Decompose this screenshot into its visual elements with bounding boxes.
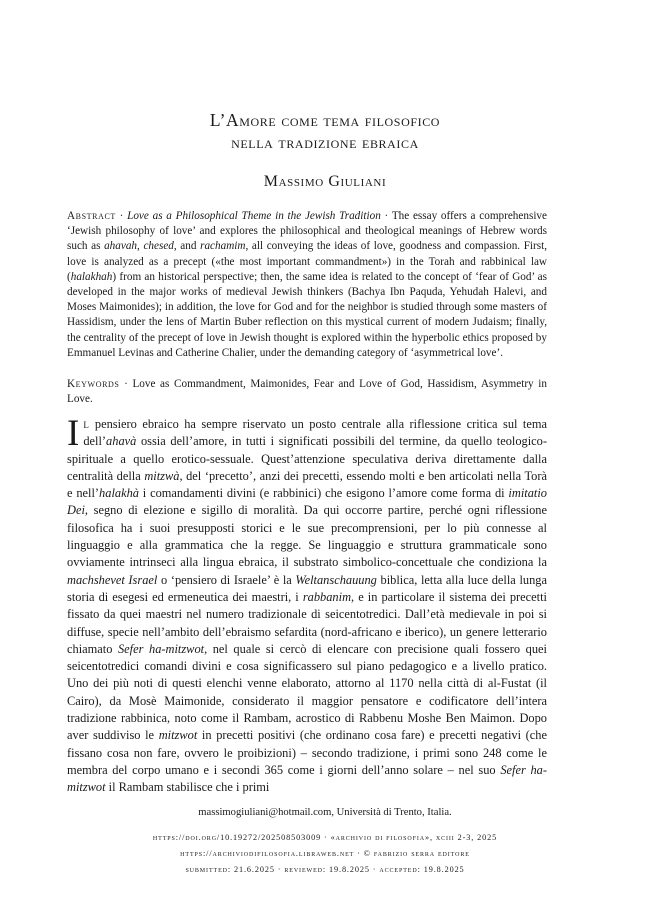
body-run: , e in particolare il sistema dei precetti fissato da quei maestri nel numero tradizionale di seicentotredici. Dall’età medievale in poi si diffuse, specie nell’ambito dell’ebraismo sefardita (nord-africano e iberico), un genere letterario chiamato (67, 589, 547, 656)
abstract-label: Abstract (67, 210, 116, 222)
abstract-text: , and (173, 240, 201, 253)
doi-line: https://doi.org/10.19272/202508503009 · «archivio di filosofia», xciii 2-3, 2025 (152, 833, 498, 842)
keywords-label: Keywords (67, 378, 120, 390)
body-run: o ‘pensiero di Israele’ è la (157, 572, 296, 587)
body-run: in precetti positivi (che ordinano cosa fare) e precetti negativi (che fissano cosa non fare, ovvero le proibizioni) – secondo tradizione, i primi sono 248 come le membra del corpo umano e i secondi 365 come i giorni dell’anno solare – nel suo (67, 728, 547, 777)
page-footer (40, 807, 610, 878)
article-title (60, 109, 590, 153)
body-run: , del ‘precetto’, anzi dei precetti, essendo molti e ben articolati nella Torà e nell’ (67, 468, 547, 501)
hebrew-term: halakhà (99, 486, 139, 501)
dates-line: submitted: 21.6.2025 · reviewed: 19.8.2025 · accepted: 19.8.2025 (185, 865, 465, 874)
drop-cap: I (67, 413, 80, 454)
abstract-term: rachamim (200, 240, 246, 253)
hebrew-term: rabbanim (302, 589, 352, 604)
german-term: Weltanschauung (295, 572, 377, 587)
hebrew-term: mitzwot (158, 728, 198, 743)
author-contact: massimogiuliani@hotmail.com, Università di Trento, Italia. (198, 807, 452, 818)
body-run: i comandamenti divini (e rabbinici) che esigono l’amore come forma di (138, 486, 509, 501)
website-line: https://archiviodifilosofia.libraweb.net · © fabrizio serra editore (180, 849, 470, 858)
abstract-english-title: Love as a Philosophical Theme in the Jewish Tradition (127, 210, 381, 222)
hebrew-term: Sefer ha-mitzwot (117, 641, 205, 656)
abstract-term: ahavah (104, 240, 138, 253)
title-line-2: nella tradizione ebraica (231, 132, 419, 152)
abstract-separator: · (380, 210, 392, 222)
body-run: ossia dell’amore, in tutti i significati possibili del termine, da quello teologico-spirituale a quello erotico-sessuale. Quest’attenzione speculativa deriva direttamente dalla centralità della (67, 434, 547, 483)
abstract-text: ) from an historical perspective; then, the same idea is related to the concept of ‘fear of God’ as developed in the major works of medieval Jewish thinkers (Bachya Ibn Paquda, Yehudah Halevi, and Moses Maimonides); in addition, the love for God and for the neighbor is studied through some masters of Hassidism, under the lens of Martin Buber reflection on this mystical current of modern Judaism; finally, the centrality of the precept of love in Jewish thought is explored within the hyperbolic ethics proposed by Emmanuel Levinas and Catherine Chalier, under the demanding category of ‘asymmetrical love’. (67, 270, 547, 359)
latin-term: imitatio Dei (67, 486, 547, 518)
keywords-text: Love as Commandment, Maimonides, Fear and Love of God, Hassidism, Asymmetry in Love. (67, 378, 547, 406)
body-run: , nel quale si cercò di elencare con precisione quali fossero quei seicentotredici comandi divini e cosa significassero sul piano pedagogico e a livello pratico. Uno dei più noti di questi elenchi venne elaborato, attorno al 1170 nella città di al-Fustat (il Cairo), da Mosè Maimonide, considerato il maggior pensatore e codificatore dell’intera tradizione rabbinica, noto come il Rambam, acrostico di Rabbenu Moshe Ben Maimon. Dopo aver suddiviso le (67, 641, 547, 743)
body-run: pensiero ebraico ha sempre riservato un posto centrale alla riflessione critica sul tema dell’ (83, 417, 547, 449)
author-name: Massimo Giuliani (263, 173, 387, 190)
abstract (67, 209, 547, 361)
lead-letter: l (83, 417, 90, 431)
hebrew-term: mitzwà (144, 468, 180, 483)
abstract-text: , all conveying the ideas of love, goodness and compassion. First, love is analyzed as a precept («the most important commandment») in the Torah and rabbinical law ( (67, 240, 548, 283)
body-run: biblica, letta alla luce della lunga storia di esegesi ed ermeneutica dei maestri, i (67, 572, 547, 604)
abstract-text: The essay offers a comprehensive ‘Jewish philosophy of love’ and explores the philosophical and theological meanings of Hebrew words such as (67, 210, 547, 253)
hebrew-term: machshevet Israel (67, 572, 158, 587)
body-run: il Rambam stabilisce che i primi (105, 780, 270, 795)
abstract-text: , (137, 240, 144, 253)
keywords-separator: · (119, 378, 133, 390)
hebrew-term: Sefer ha-mitzwot (67, 762, 548, 795)
body-text (67, 413, 548, 797)
body-run: , segno di elezione e sigillo di moralità. Da qui occorre partire, perché ogni riflessione filosofica ha i suoi presupposti storici e le sue precomprensioni, per lo più connesse al linguaggio e alla grammatica che la regge. Se linguaggio e struttura grammaticale sono ovviamente intrinseci alla lingua ebraica, il substrato simbolico-concettuale che condiziona la (67, 503, 547, 570)
title-line-1: L’Amore come tema filosofico (209, 110, 441, 130)
keywords (67, 377, 547, 407)
abstract-term: chesed (143, 240, 174, 253)
abstract-term: halakhah (70, 270, 113, 283)
abstract-separator: · (115, 210, 128, 222)
hebrew-term: ahavà (106, 434, 137, 449)
